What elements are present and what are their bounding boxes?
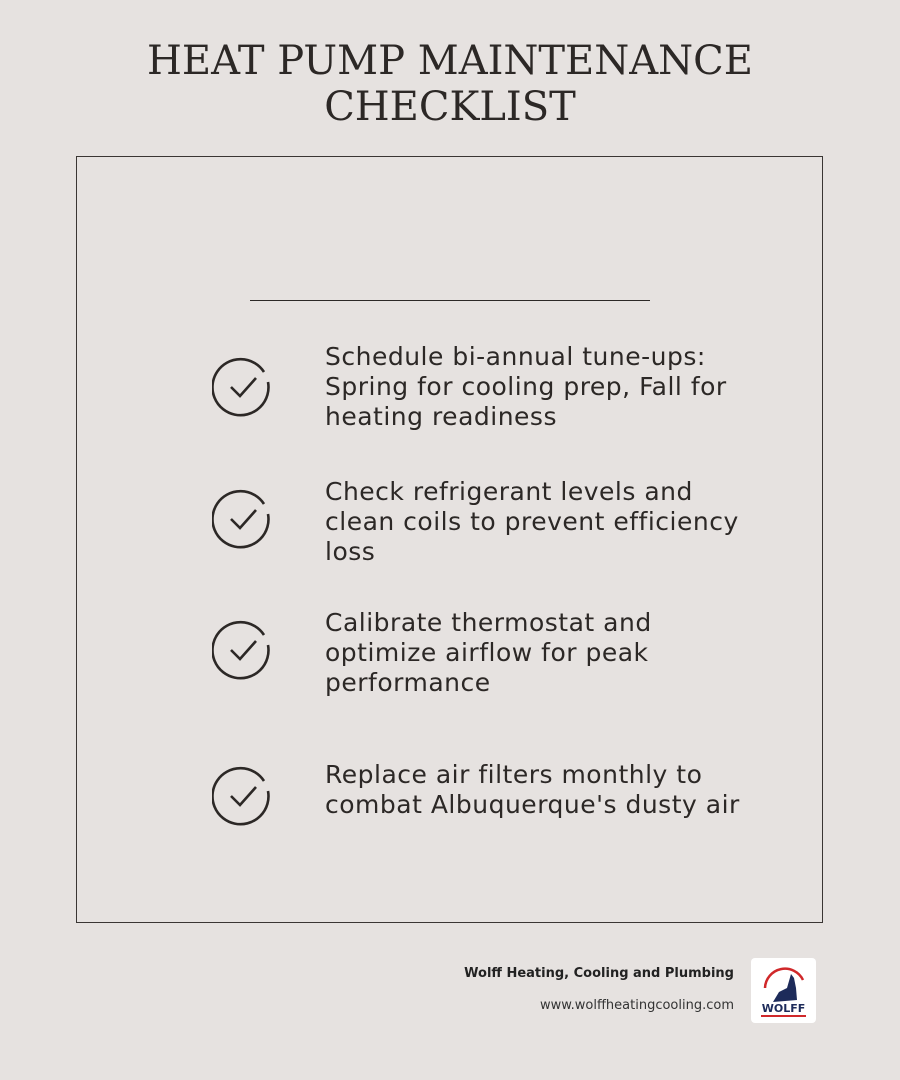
check-circle-icon bbox=[212, 356, 274, 418]
item-text: Check refrigerant levels and clean coils to prevent efficiency loss bbox=[325, 477, 739, 566]
page-title bbox=[0, 38, 900, 130]
item-text: Replace air filters monthly to combat Albuquerque's dusty air bbox=[325, 760, 740, 819]
check-circle-icon bbox=[212, 488, 274, 550]
item-text: Schedule bi-annual tune-ups: Spring for cooling prep, Fall for heating readiness bbox=[325, 342, 727, 431]
company-logo bbox=[751, 958, 816, 1023]
item-text: Calibrate thermostat and optimize airflow for peak performance bbox=[325, 608, 652, 697]
divider bbox=[250, 300, 650, 301]
title-line-2: CHECKLIST bbox=[324, 84, 576, 130]
svg-text:WOLFF: WOLFF bbox=[761, 1002, 806, 1015]
company-name: Wolff Heating, Cooling and Plumbing bbox=[464, 966, 734, 981]
wolf-logo-icon bbox=[751, 958, 816, 1023]
title-line-1: HEAT PUMP MAINTENANCE bbox=[147, 38, 753, 84]
check-circle-icon bbox=[212, 619, 274, 681]
website-link[interactable]: www.wolffheatingcooling.com bbox=[539, 998, 734, 1013]
check-circle-icon bbox=[212, 765, 274, 827]
